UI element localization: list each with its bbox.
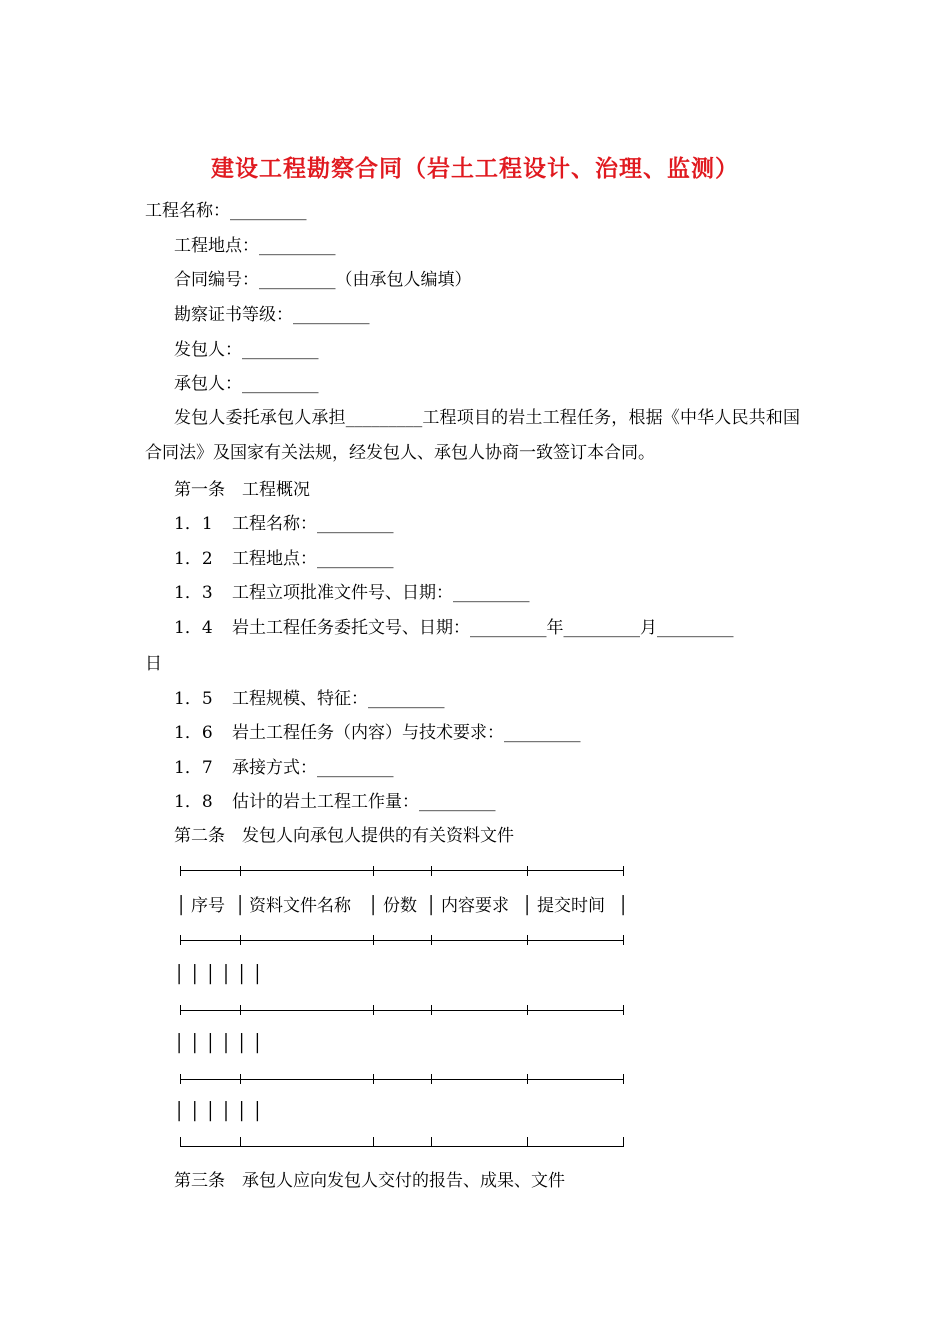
table-tick (180, 1137, 181, 1147)
table-tick (373, 866, 374, 876)
item-number: 1．1 (174, 514, 213, 534)
table-empty-row: │ │ │ │ │ │ (174, 1102, 263, 1122)
item-number: 1．2 (174, 549, 213, 569)
field-employer: 发包人：_________ (174, 340, 319, 360)
item-text: 承接方式：_________ (232, 758, 394, 778)
table-empty-row: │ │ │ │ │ │ (174, 965, 263, 985)
table-empty-row: │ │ │ │ │ │ (174, 1034, 263, 1054)
item-number: 1．6 (174, 723, 213, 743)
table-header-bar: │ (368, 896, 379, 916)
table-header-bar: │ (176, 896, 187, 916)
item-text: 工程规模、特征：_________ (232, 689, 445, 709)
article1-item (174, 581, 530, 605)
table-tick (623, 1137, 624, 1147)
table-tick (527, 1005, 528, 1015)
table-tick (527, 1137, 528, 1147)
table-tick (373, 1005, 374, 1015)
table-header-cell: 内容要求 (441, 896, 509, 916)
table-tick (431, 1137, 432, 1147)
table-header-bar: │ (618, 896, 629, 916)
table-header-cell: 序号 (191, 896, 225, 916)
table-tick (431, 1005, 432, 1015)
document-title: 建设工程勘察合同（岩土工程设计、治理、监测） (211, 155, 739, 182)
table-tick (527, 1074, 528, 1084)
table-tick (623, 1005, 624, 1015)
article1-item-continuation: 日 (145, 654, 162, 674)
field-cert-level: 勘察证书等级：_________ (174, 305, 370, 325)
article1-item (174, 512, 394, 536)
article1-heading: 第一条 工程概况 (174, 480, 310, 500)
table-tick (180, 1005, 181, 1015)
article1-item (174, 616, 734, 640)
item-text: 工程地点：_________ (232, 549, 394, 569)
table-header-bar: │ (235, 896, 246, 916)
table-tick (431, 1074, 432, 1084)
table-rule (180, 1079, 624, 1080)
table-tick (431, 935, 432, 945)
table-header-cell: 份数 (383, 896, 417, 916)
article1-item (174, 547, 394, 571)
table-header-bar: │ (522, 896, 533, 916)
item-text: 工程立项批准文件号、日期：_________ (232, 583, 530, 603)
table-header-bar: │ (426, 896, 437, 916)
field-project-name: 工程名称：_________ (145, 201, 307, 221)
table-tick (240, 1005, 241, 1015)
field-contractor: 承包人：_________ (174, 374, 319, 394)
table-tick (240, 1137, 241, 1147)
table-tick (623, 1074, 624, 1084)
table-tick (240, 1074, 241, 1084)
table-tick (240, 935, 241, 945)
table-rule (180, 1146, 624, 1147)
item-number: 1．3 (174, 583, 213, 603)
article1-item (174, 687, 445, 711)
item-text: 工程名称：_________ (232, 514, 394, 534)
table-tick (623, 935, 624, 945)
field-contract-no: 合同编号：_________（由承包人编填） (174, 270, 472, 290)
article1-item (174, 790, 496, 814)
table-tick (527, 866, 528, 876)
table-tick (623, 866, 624, 876)
table-tick (180, 866, 181, 876)
item-number: 1．4 (174, 618, 213, 638)
table-tick (180, 935, 181, 945)
article1-item (174, 721, 581, 745)
intro-paragraph: 发包人委托承包人承担_________工程项目的岩土工程任务，根据《中华人民共和国合同法》及国家有关法规，经发包人、承包人协商一致签订本合同。 (145, 408, 800, 463)
table-header-cell: 资料文件名称 (249, 896, 351, 916)
table-tick (180, 1074, 181, 1084)
table-header-cell: 提交时间 (537, 896, 605, 916)
field-project-location: 工程地点：_________ (174, 236, 336, 256)
table-tick (240, 866, 241, 876)
table-tick (527, 935, 528, 945)
table-rule (180, 940, 624, 941)
table-rule (180, 1010, 624, 1011)
table-tick (373, 935, 374, 945)
item-text: 岩土工程任务委托文号、日期：_________年_________月_________ (232, 618, 734, 638)
article2-heading: 第二条 发包人向承包人提供的有关资料文件 (174, 826, 514, 846)
article3-heading: 第三条 承包人应向发包人交付的报告、成果、文件 (174, 1171, 565, 1191)
item-text: 估计的岩土工程工作量：_________ (232, 792, 496, 812)
table-tick (373, 1137, 374, 1147)
item-text: 岩土工程任务（内容）与技术要求：_________ (232, 723, 581, 743)
item-number: 1．8 (174, 792, 213, 812)
item-number: 1．5 (174, 689, 213, 709)
table-tick (431, 866, 432, 876)
item-number: 1．7 (174, 758, 213, 778)
article1-item (174, 756, 394, 780)
table-tick (373, 1074, 374, 1084)
table-rule (180, 870, 624, 871)
